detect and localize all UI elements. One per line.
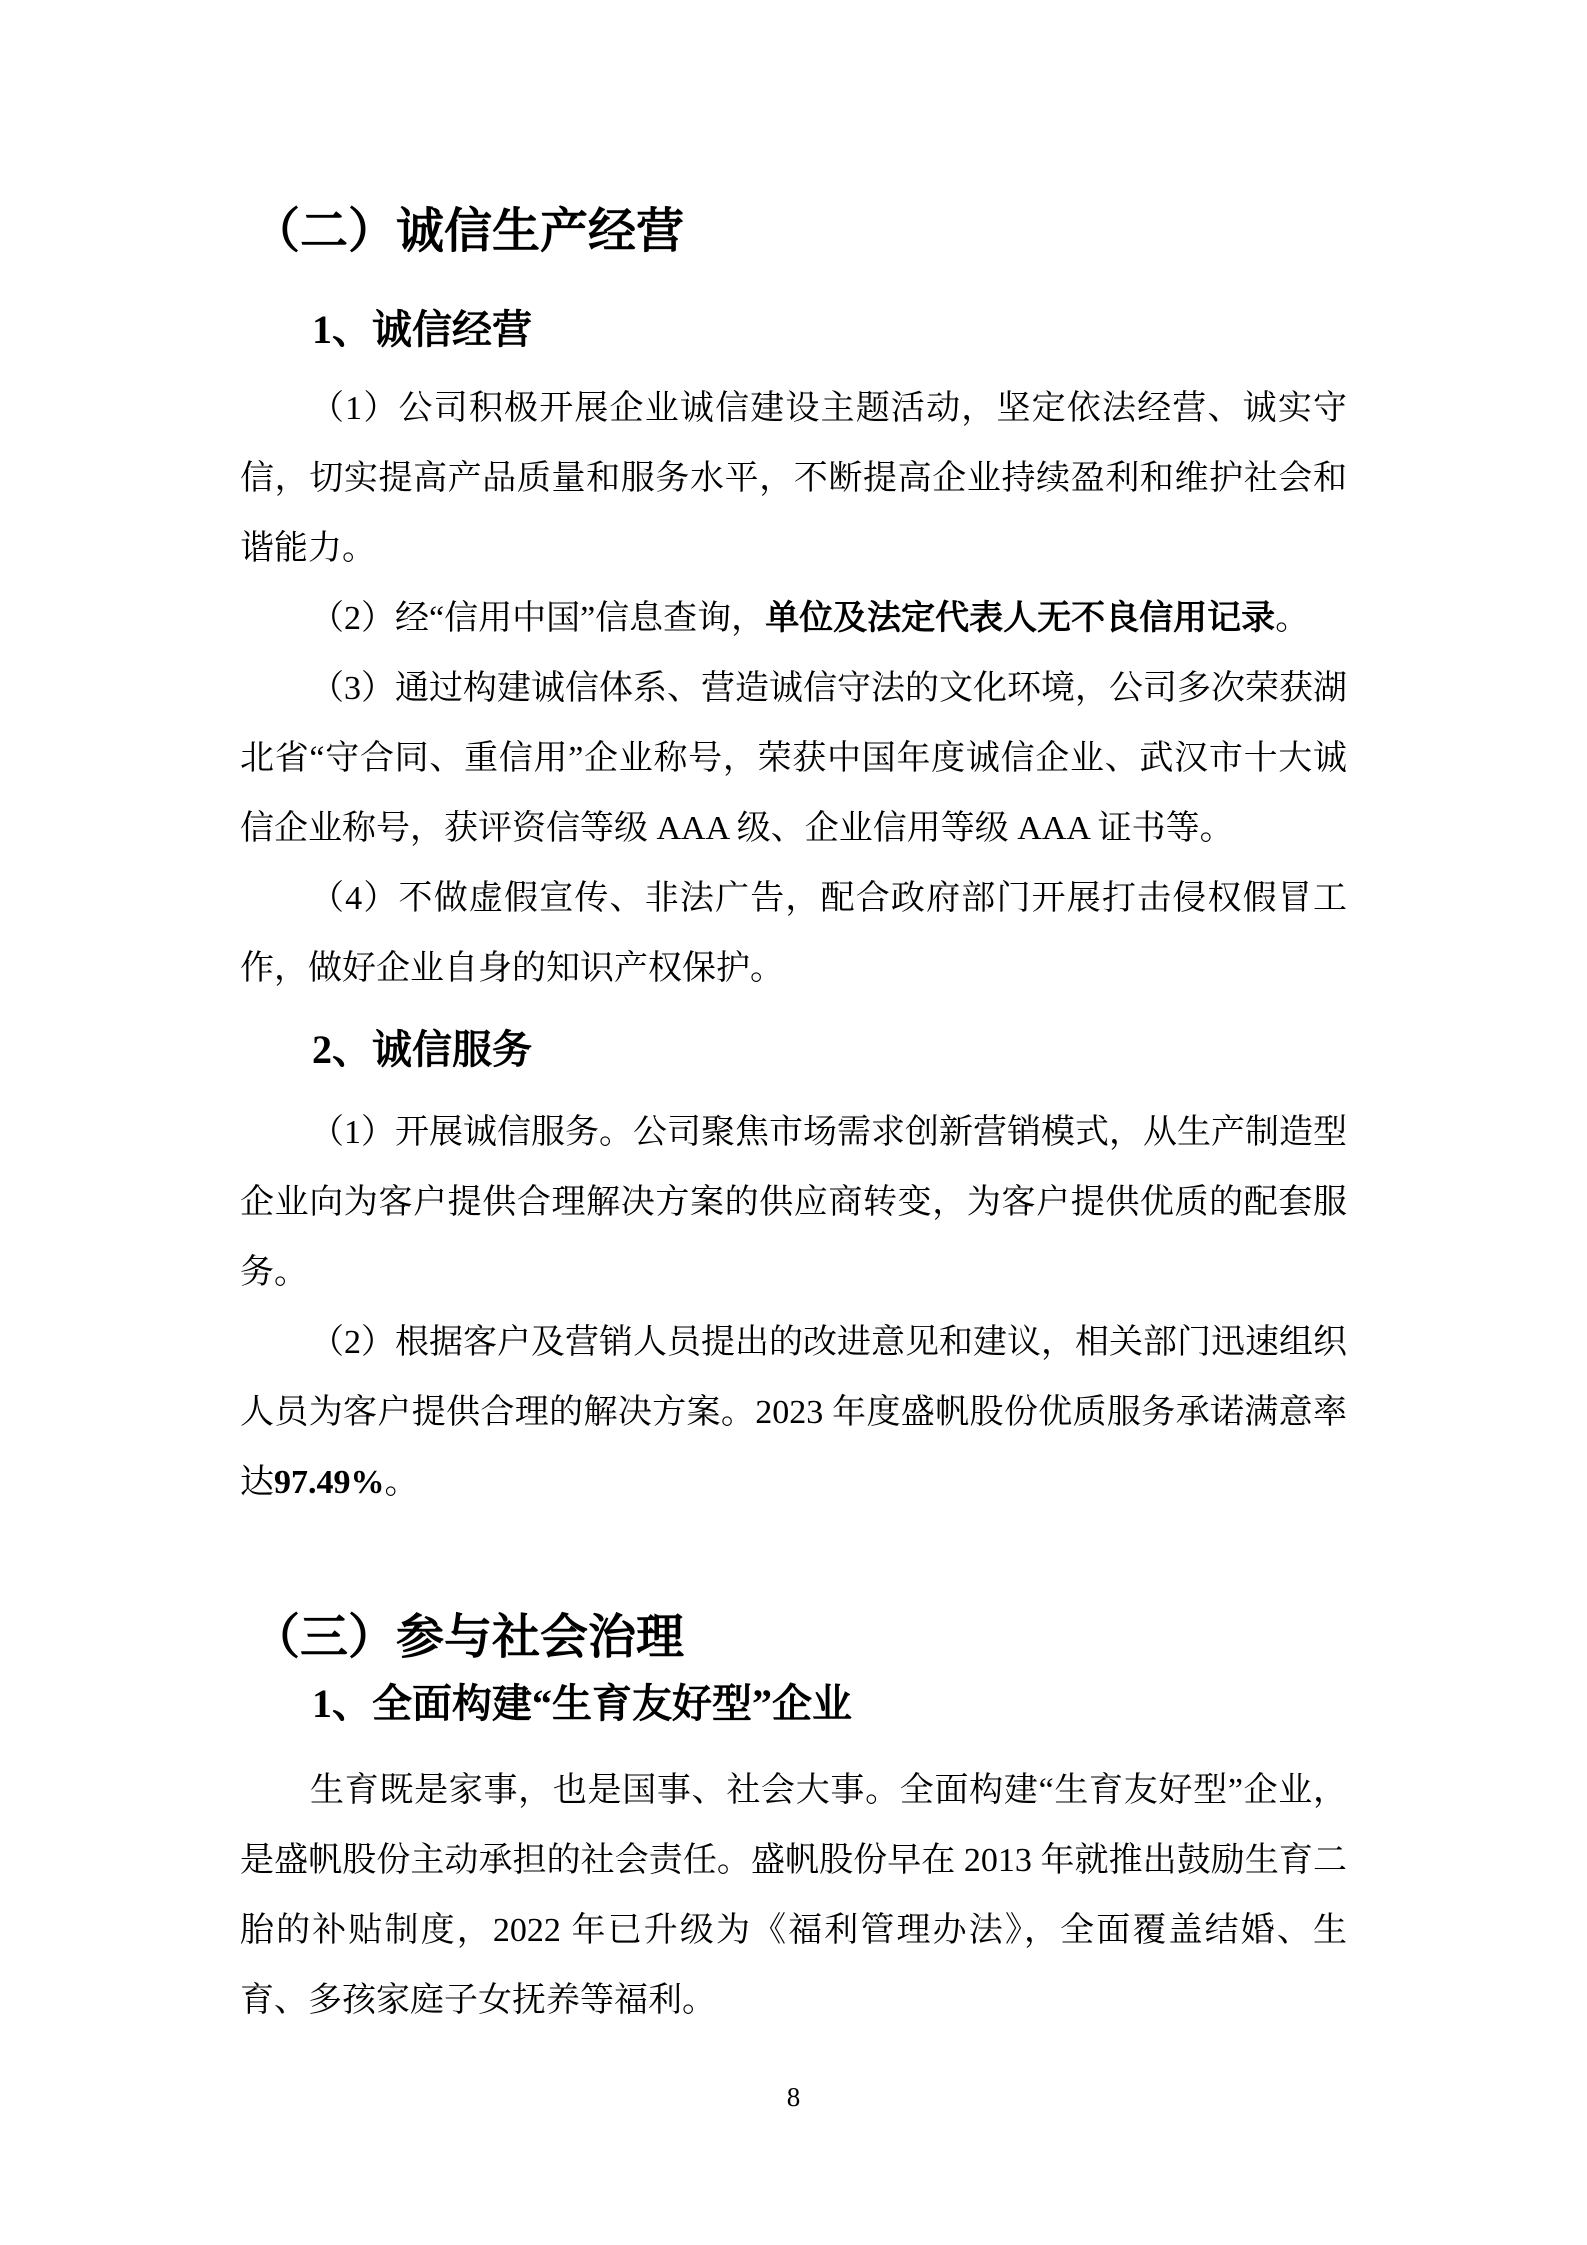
text-run: 。	[1275, 600, 1310, 637]
section-heading-social-governance: （三）参与社会治理	[252, 1611, 685, 1664]
text-run: （2）经“信用中国”信息查询，	[310, 600, 766, 637]
paragraph	[240, 864, 1347, 1004]
text-run-bold: 单位及法定代表人无不良信用记录	[765, 600, 1276, 637]
section-heading-integrity-production: （二）诚信生产经营	[252, 205, 685, 258]
paragraph	[240, 654, 1347, 864]
text-run: （2）根据客户及营销人员提出的改进意见和建议，相关部门迅速组织人员为客户提供合理的解决方案。2023 年度盛帆股份优质服务承诺满意率达	[240, 1324, 1347, 1501]
page-number: 8	[786, 2082, 801, 2112]
paragraph	[240, 584, 1347, 654]
text-run: （3）通过构建诚信体系、营造诚信守法的文化环境，公司多次荣获湖北省“守合同、重信用”企业称号，荣获中国年度诚信企业、武汉市十大诚信企业称号，获评资信等级 AAA 级、企业信用等级 AAA 证书等。	[240, 670, 1347, 847]
subsection-heading-integrity-service: 2、诚信服务	[312, 1027, 532, 1072]
text-run-bold: 97.49%	[274, 1464, 385, 1501]
paragraph	[240, 1098, 1347, 1308]
text-run: 生育既是家事，也是国事、社会大事。全面构建“生育友好型”企业，是盛帆股份主动承担的社会责任。盛帆股份早在 2013 年就推出鼓励生育二胎的补贴制度，2022 年已升级为《福利管理办法》，全面覆盖结婚、生育、多孩家庭子女抚养等福利。	[240, 1772, 1347, 2019]
text-run: （1）开展诚信服务。公司聚焦市场需求创新营销模式，从生产制造型企业向为客户提供合理解决方案的供应商转变，为客户提供优质的配套服务。	[240, 1114, 1347, 1291]
text-run: 。	[384, 1464, 419, 1501]
text-run: （4）不做虚假宣传、非法广告，配合政府部门开展打击侵权假冒工作，做好企业自身的知识产权保护。	[240, 880, 1347, 987]
paragraph	[240, 1308, 1347, 1518]
paragraph	[240, 1756, 1347, 2036]
text-run: （1）公司积极开展企业诚信建设主题活动，坚定依法经营、诚实守信，切实提高产品质量和服务水平，不断提高企业持续盈利和维护社会和谐能力。	[240, 390, 1347, 567]
paragraph	[240, 374, 1347, 584]
subsection-heading-integrity-management: 1、诚信经营	[312, 307, 532, 352]
subsection-heading-fertility-friendly: 1、全面构建“生育友好型”企业	[312, 1681, 852, 1726]
